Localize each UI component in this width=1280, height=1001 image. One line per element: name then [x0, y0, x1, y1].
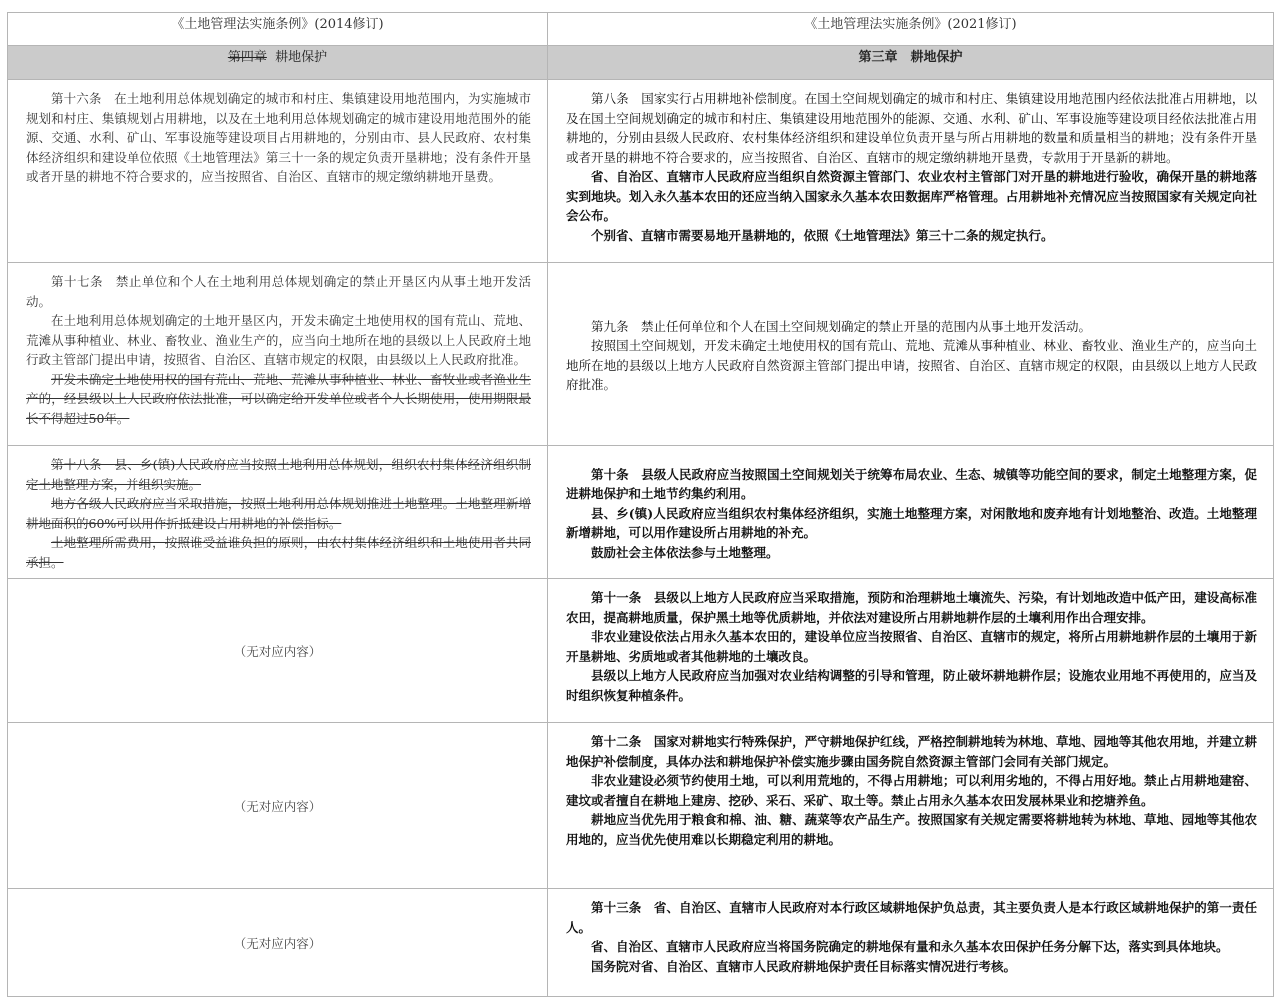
left-chapter-heading: [8, 46, 548, 80]
article-paragraph: 第十三条 省、自治区、直辖市人民政府对本行政区域耕地保护负总责，其主要负责人是本行政区域耕地保护的第一责任人。: [566, 900, 1257, 935]
right-cell: [548, 889, 1274, 997]
deleted-paragraph: 开发未确定土地使用权的国有荒山、荒地、荒滩从事种植业、林业、畜牧业或者渔业生产的，经县级以上人民政府依法批准，可以确定给开发单位或者个人长期使用，使用期限最长不得超过50年。: [26, 371, 531, 426]
article-paragraph: 县级以上地方人民政府应当加强对农业结构调整的引导和管理，防止破坏耕地耕作层；设施农业用地不再使用的，应当及时组织恢复种植条件。: [566, 668, 1257, 703]
article-paragraph: 省、自治区、直辖市人民政府应当组织自然资源主管部门、农业农村主管部门对开垦的耕地进行验收，确保开垦的耕地落实到地块。划入永久基本农田的还应当纳入国家永久基本农田数据库严格管理。占用耕地补充情况应当按照国家有关规定向社会公布。: [566, 169, 1257, 223]
article-paragraph: 在土地利用总体规划确定的土地开垦区内，开发未确定土地使用权的国有荒山、荒地、荒滩从事种植业、林业、畜牧业、渔业生产的，应当向土地所在地的县级以上人民政府土地行政主管部门提出申请，按照省、自治区、直辖市规定的权限，由县级以上人民政府批准。: [26, 313, 531, 367]
left-column-title: 《土地管理法实施条例》(2014修订): [8, 13, 548, 46]
table-row: [8, 579, 1274, 723]
article-paragraph: 第八条 国家实行占用耕地补偿制度。在国土空间规划确定的城市和村庄、集镇建设用地范围内经依法批准占用耕地，以及在国土空间规划确定的城市和村庄、集镇建设用地范围外的能源、交通、水利、矿山、军事设施等建设项目经依法批准占用耕地的，分别由县级人民政府、农村集体经济组织和建设单位负责开垦与所占用耕地的数量和质量相当的耕地；没有条件开垦或者开垦的耕地不符合要求的，应当按照省、自治区、直辖市的规定缴纳耕地开垦费，专款用于开垦新的耕地。: [566, 91, 1257, 165]
article-paragraph: 第九条 禁止任何单位和个人在国土空间规划确定的禁止开垦的范围内从事土地开发活动。: [591, 318, 1092, 334]
no-match-cell: （无对应内容）: [8, 889, 548, 997]
article-paragraph: 县、乡(镇)人民政府应当组织农村集体经济组织，实施土地整理方案，对闲散地和废弃地有计划地整治、改造。土地整理新增耕地，可以用作建设所占用耕地的补充。: [566, 505, 1257, 541]
right-cell: [548, 80, 1274, 263]
left-chapter-number: 第四章: [227, 50, 267, 65]
no-match-cell: （无对应内容）: [8, 723, 548, 889]
right-cell: [548, 723, 1274, 889]
article-paragraph: 第十七条 禁止单位和个人在土地利用总体规划确定的禁止开垦区内从事土地开发活动。: [26, 274, 531, 309]
right-cell: [548, 579, 1274, 723]
article-paragraph: 鼓励社会主体依法参与土地整理。: [591, 544, 779, 560]
article-paragraph: 耕地应当优先用于粮食和棉、油、糖、蔬菜等农产品生产。按照国家有关规定需要将耕地转为林地、草地、园地等其他农用地的，应当优先使用难以长期稳定利用的耕地。: [566, 812, 1257, 847]
right-cell: [548, 446, 1274, 579]
right-chapter-heading: 第三章 耕地保护: [548, 46, 1274, 80]
article-paragraph: 第十六条 在土地利用总体规划确定的城市和村庄、集镇建设用地范围内，为实施城市规划和村庄、集镇规划占用耕地，以及在土地利用总体规划确定的城市建设用地范围外的能源、交通、水利、矿山、军事设施等建设项目占用耕地的，分别由市、县人民政府、农村集体经济组织和建设单位依照《土地管理法》第三十一条的规定负责开垦耕地；没有条件开垦或者开垦的耕地不符合要求的，应当按照省、自治区、直辖市的规定缴纳耕地开垦费。: [26, 91, 531, 184]
comparison-table: [7, 12, 1274, 997]
table-row: [8, 80, 1274, 263]
left-cell: [8, 446, 548, 579]
article-paragraph: 第十二条 国家对耕地实行特殊保护，严守耕地保护红线，严格控制耕地转为林地、草地、园地等其他农用地，并建立耕地保护补偿制度，具体办法和耕地保护补偿实施步骤由国务院自然资源主管部门会同有关部门规定。: [566, 734, 1257, 769]
no-match-cell: （无对应内容）: [8, 579, 548, 723]
article-paragraph: 非农业建设必须节约使用土地，可以利用荒地的，不得占用耕地；可以利用劣地的，不得占用好地。禁止占用耕地建窑、建坟或者擅自在耕地上建房、挖砂、采石、采矿、取土等。禁止占用永久基本农田发展林果业和挖塘养鱼。: [566, 773, 1257, 808]
left-cell: [8, 263, 548, 446]
article-paragraph: 按照国土空间规划，开发未确定土地使用权的国有荒山、荒地、荒滩从事种植业、林业、畜牧业、渔业生产的，应当向土地所在地的县级以上地方人民政府自然资源主管部门提出申请，按照省、自治区、直辖市规定的权限，由县级以上地方人民政府批准。: [566, 338, 1257, 392]
right-cell: [548, 263, 1274, 446]
article-paragraph: 省、自治区、直辖市人民政府应当将国务院确定的耕地保有量和永久基本农田保护任务分解下达，落实到具体地块。: [591, 939, 1229, 954]
table-row: [8, 889, 1274, 997]
article-paragraph: 非农业建设依法占用永久基本农田的，建设单位应当按照省、自治区、直辖市的规定，将所占用耕地耕作层的土壤用于新开垦耕地、劣质地或者其他耕地的土壤改良。: [566, 629, 1257, 664]
article-paragraph: 第十一条 县级以上地方人民政府应当采取措施，预防和治理耕地土壤流失、污染，有计划地改造中低产田，建设高标准农田，提高耕地质量，保护黑土地等优质耕地，并依法对建设所占用耕地耕作层的土壤利用作出合理安排。: [566, 590, 1257, 625]
right-column-title: 《土地管理法实施条例》(2021修订): [548, 13, 1274, 46]
table-row: [8, 723, 1274, 889]
table-row: [8, 263, 1274, 446]
deleted-paragraph: 土地整理所需费用，按照谁受益谁负担的原则，由农村集体经济组织和土地使用者共同承担。: [26, 535, 531, 570]
left-cell: [8, 80, 548, 263]
table-row: [8, 446, 1274, 579]
article-paragraph: 第十条 县级人民政府应当按照国土空间规划关于统筹布局农业、生态、城镇等功能空间的要求，制定土地整理方案，促进耕地保护和土地节约集约利用。: [566, 466, 1257, 502]
article-paragraph: 国务院对省、自治区、直辖市人民政府耕地保护责任目标落实情况进行考核。: [591, 958, 1017, 974]
header-row: [8, 13, 1274, 46]
deleted-paragraph: 第十八条 县、乡(镇)人民政府应当按照土地利用总体规划，组织农村集体经济组织制定土地整理方案，并组织实施。: [26, 457, 531, 492]
article-paragraph: 个别省、直辖市需要易地开垦耕地的，依照《土地管理法》第三十二条的规定执行。: [591, 227, 1054, 243]
deleted-paragraph: 地方各级人民政府应当采取措施，按照土地利用总体规划推进土地整理。土地整理新增耕地面积的60%可以用作折抵建设占用耕地的补偿指标。: [26, 496, 531, 531]
chapter-row: [8, 46, 1274, 80]
left-chapter-title: 耕地保护: [275, 50, 328, 65]
